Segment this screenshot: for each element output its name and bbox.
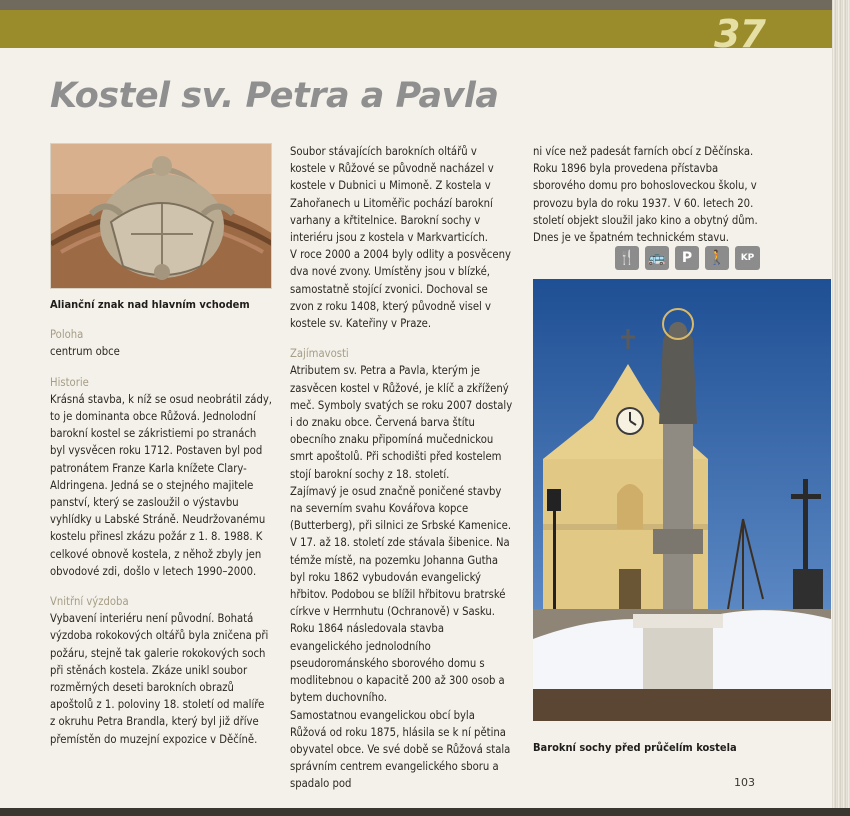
hiking-icon: 🚶 bbox=[705, 246, 729, 270]
right-column bbox=[533, 143, 759, 246]
section-heading-vnitrni-vyzdoba: Vnitřní výzdoba bbox=[50, 595, 129, 609]
photo-caption: Barokní sochy před průčelím kostela bbox=[533, 741, 737, 754]
paragraph: Roku 1864 následovala stavba evangelického jednolodního pseudorománského sborového domu s modlitebnou o kapacitě 200 až 300 osob a bytem duchovního. bbox=[290, 622, 505, 705]
vnitrni-vyzdoba-text: Vybavení interiéru není původní. Bohatá výzdoba rokokových oltářů byla zničena při požáru, stejně tak galerie rokokových soch při stěnách kostela. Zkáze unikl soubor rozměrných deseti barokních obrazů apoštolů z 1. poloviny 18. století od malíře z okruhu Petra Brandla, který byl již dříve přemístěn do muzejní expozice v Děčíně. bbox=[50, 612, 269, 746]
page-title: Kostel sv. Petra a Pavla bbox=[50, 76, 499, 116]
chapter-number: 37 bbox=[714, 12, 765, 56]
paragraph: Samostatnou evangelickou obcí byla Růžová od roku 1875, hlásila se k ní pětina obyvatel obce. Ve své době se Růžová stala správním centrem evangelického sboru a spadalo pod bbox=[290, 708, 511, 791]
bus-icon: 🚌 bbox=[645, 246, 669, 270]
church-facade-photo bbox=[533, 279, 831, 721]
poloha-text: centrum obce bbox=[50, 345, 120, 359]
page-edge-top bbox=[0, 0, 850, 10]
kp-icon: KP bbox=[735, 246, 760, 270]
section-heading-poloha: Poloha bbox=[50, 328, 84, 342]
paragraph: ni více než padesát farních obcí z Děčínska. Roku 1896 byla provedena přístavba sborového domu pro bohosloveckou školu, v provozu byla do roku 1937. V 60. letech 20. století objekt sloužil jako kino a obytný dům. Dnes je ve špatném technickém stavu. bbox=[533, 145, 758, 245]
section-heading-historie: Historie bbox=[50, 375, 89, 389]
paragraph: Atributem sv. Petra a Pavla, kterým je zasvěcen kostel v Růžové, je klíč a zkřížený meč. Symboly svatých se roku 2007 dostaly i do znaku obce. Červená barva štítu obecního znaku připomíná mučednickou smrt apoštolů. Při schodišti před kostelem stojí barokní sochy z 18. století. bbox=[290, 364, 513, 481]
chapter-band bbox=[0, 10, 832, 48]
restaurant-icon: 🍴 bbox=[615, 246, 639, 270]
paragraph: V roce 2000 a 2004 byly odlity a posvěceny dva nové zvony. Umístěny jsou v blízké, samostatně stojící zvonici. Dochoval se zvon z roku 1408, který původně visel v kostele sv. Kateřiny v Praze. bbox=[290, 248, 511, 331]
page-edge-bottom bbox=[0, 808, 850, 816]
parking-icon: P bbox=[675, 246, 699, 270]
section-heading-zajimavosti: Zajímavosti bbox=[290, 347, 349, 361]
middle-column bbox=[290, 143, 514, 793]
historie-text: Krásná stavba, k níž se osud neobrátil zády, to je dominanta obce Růžová. Jednolodní barokní kostel se zákristiemi po stranách byl vysvěcen roku 1712. Postaven byl pod patronátem Franze Karla knížete Clary-Aldringena. Jedná se o stejného majitele panství, který se zasloužil o výstavbu vyhlídky u Labské Stráně. Neudržovanému kostelu přinesl zkázu požár z 1. 8. 1988. K celkové obnově kostela, z něhož zbyly jen obvodové zdi, došlo v letech 1990–2000. bbox=[50, 392, 272, 578]
page-number: 103 bbox=[734, 776, 755, 789]
paragraph: Zajímavý je osud značně poničené stavby na severním svahu Kovářova kopce (Butterberg), při silnici ze Srbské Kamenice. V 17. až 18. století zde stávala šibenice. Na témže místě, na pozemku Johanna Gutha byl roku 1862 vybudován evangelický hřbitov. Podobou se blížil hřbitovu bratrské církve v Herrnhutu (Ochranově) v Sasku. bbox=[290, 484, 512, 619]
book-page-stack bbox=[832, 0, 850, 816]
left-column bbox=[50, 296, 272, 748]
photo-caption: Alianční znak nad hlavním vchodem bbox=[50, 298, 250, 311]
coat-of-arms-photo bbox=[50, 143, 272, 289]
amenity-icons bbox=[615, 246, 760, 270]
paragraph: Soubor stávajících barokních oltářů v kostele v Růžové se původně nacházel v kostele v Dubnici u Mimoně. Z kostela v Zahořanech u Litoměřic pochází barokní varhany a křtitelnice. Barokní sochy v interiéru jsou z kostela v Markvarticích. bbox=[290, 145, 494, 245]
